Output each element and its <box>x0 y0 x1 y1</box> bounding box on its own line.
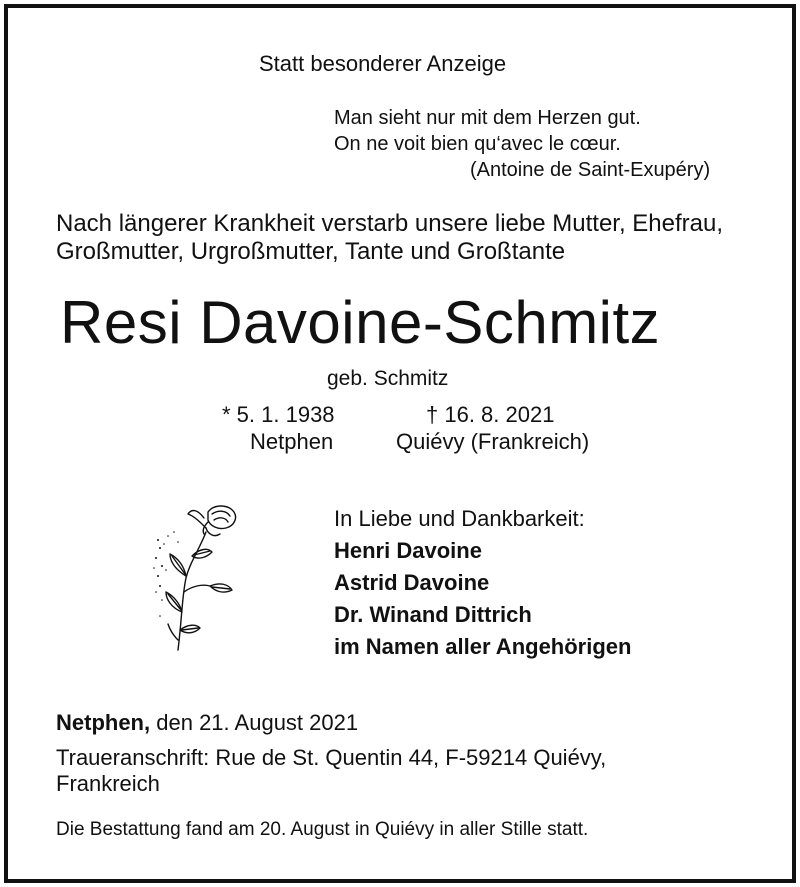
place-date-line <box>56 712 358 734</box>
mourners-family-note: im Namen aller Angehörigen <box>334 634 632 659</box>
mourner-name: Astrid Davoine <box>334 570 490 595</box>
address-line-1: Traueranschrift: Rue de St. Quentin 44, F-59214 Quiévy, <box>56 745 607 770</box>
mourner-name: Henri Davoine <box>334 538 482 563</box>
intro-line-1: Nach längerer Krankheit verstarb unsere liebe Mutter, Ehefrau, <box>56 210 724 237</box>
burial-note: Die Bestattung fand am 20. August in Quiévy in aller Stille statt. <box>56 819 589 840</box>
place-name: Netphen, <box>56 710 151 735</box>
quote-line-german: Man sieht nur mit dem Herzen gut. <box>334 107 641 129</box>
death-place: Quiévy (Frankreich) <box>396 429 590 454</box>
death-date: † 16. 8. 2021 <box>426 402 555 427</box>
birth-name: geb. Schmitz <box>327 367 449 390</box>
deceased-name: Resi Davoine-Schmitz <box>60 289 661 356</box>
address-line-2: Frankreich <box>56 771 160 796</box>
notice-date: den 21. August 2021 <box>156 710 359 735</box>
intro-line-2: Großmutter, Urgroßmutter, Tante und Großtante <box>56 238 566 265</box>
quote-line-french: On ne voit bien qu‘avec le cœur. <box>334 133 621 155</box>
notice-heading: Statt besonderer Anzeige <box>259 51 507 76</box>
mourners-intro: In Liebe und Dankbarkeit: <box>334 506 585 531</box>
birth-place: Netphen <box>250 429 334 454</box>
rose-drawing-icon <box>148 500 242 660</box>
mourner-name: Dr. Winand Dittrich <box>334 602 532 627</box>
birth-date: * 5. 1. 1938 <box>222 402 335 427</box>
quote-author: (Antoine de Saint-Exupéry) <box>470 159 711 181</box>
